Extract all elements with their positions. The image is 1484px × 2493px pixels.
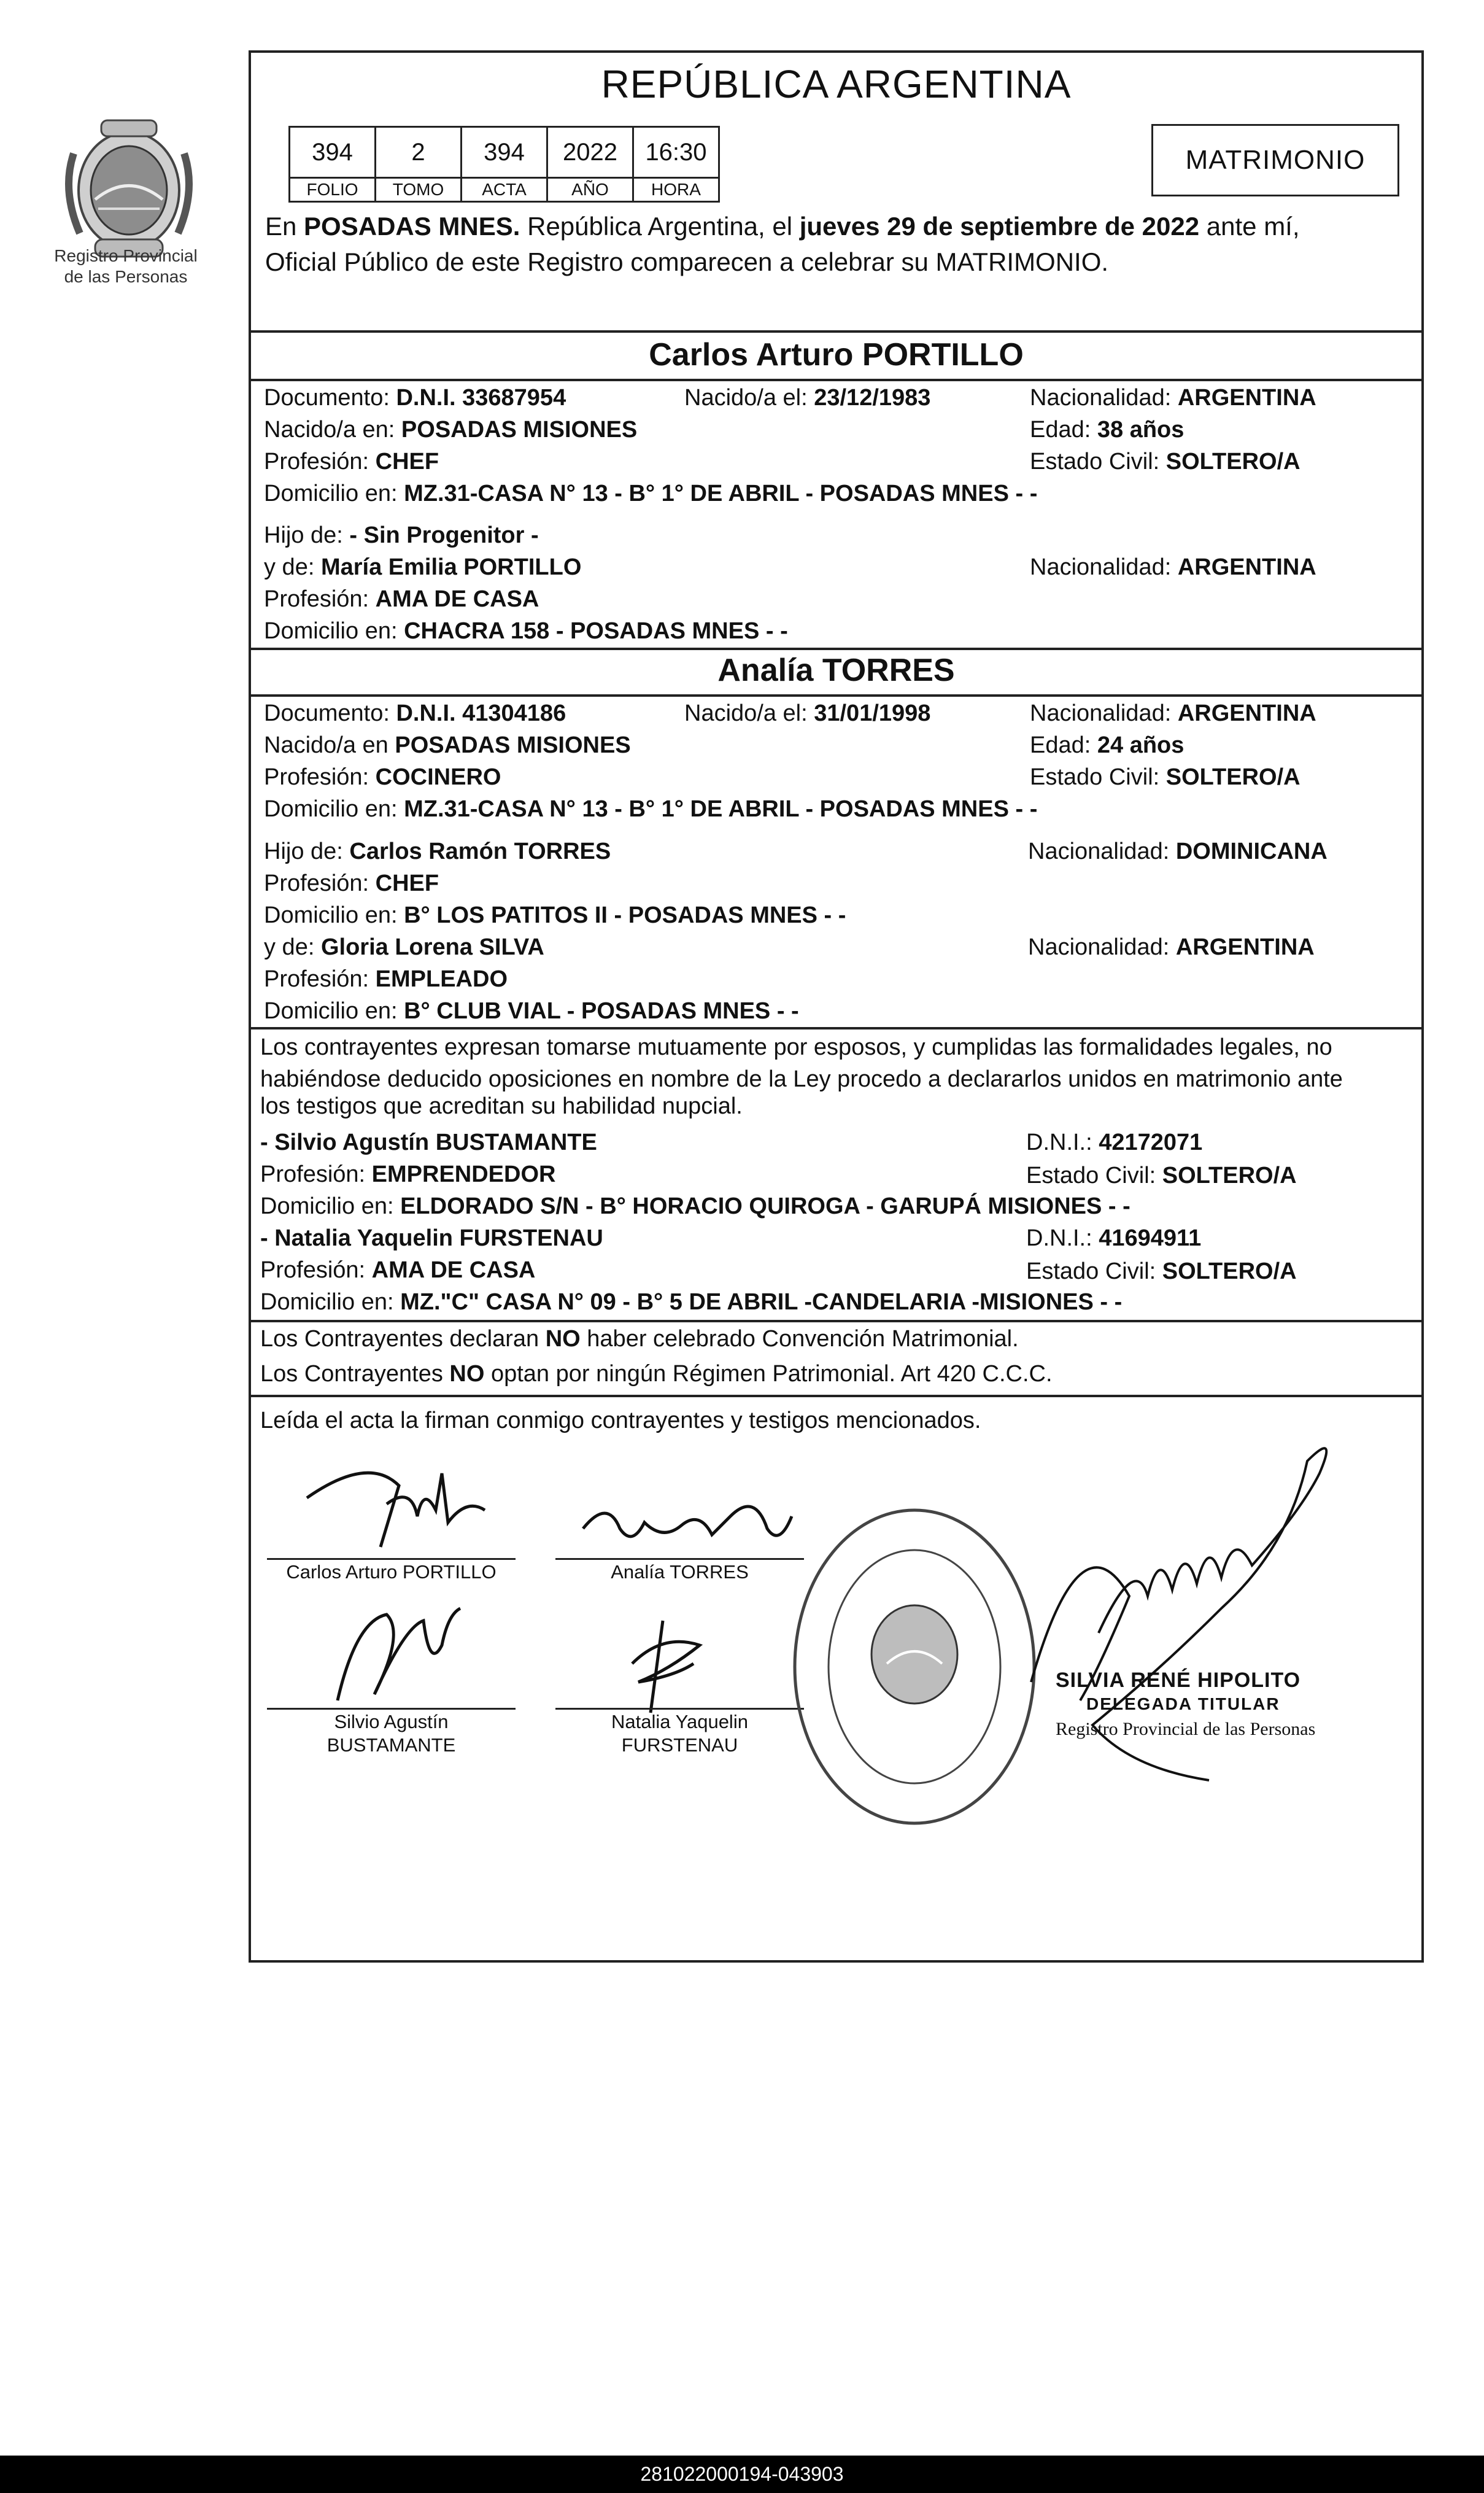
witness1-caption-line1: Silvio Agustín: [334, 1711, 449, 1732]
spouse1-signature-icon: [295, 1449, 503, 1559]
spouse1-birthdate: Nacido/a el: 23/12/1983: [684, 385, 931, 411]
witness1-name: - Silvio Agustín BUSTAMANTE: [260, 1130, 597, 1155]
spouse2-parent2-nationality: Nacionalidad: ARGENTINA: [1028, 934, 1315, 960]
official-signature-icon: [1007, 1436, 1350, 1805]
intro-text-2: República Argentina, el: [520, 212, 800, 241]
year-value: 2022: [547, 127, 633, 178]
spouse2-document: Documento: D.N.I. 41304186: [264, 700, 566, 726]
witness1-address: Domicilio en: ELDORADO S/N - B° HORACIO QUIROGA - GARUPÁ MISIONES - -: [260, 1193, 1130, 1219]
declaration-line-1: Los contrayentes expresan tomarse mutuamente por esposos, y cumplidas las formalidades legales, no: [260, 1034, 1332, 1060]
witness2-dni: D.N.I.: 41694911: [1026, 1225, 1202, 1251]
registry-logo-caption: [25, 246, 227, 287]
intro-paragraph: [265, 209, 1425, 280]
spouse1-name-heading: Carlos Arturo PORTILLO: [649, 337, 1024, 373]
spouse1-profession: Profesión: CHEF: [264, 449, 439, 475]
spouse1-parent2: y de: María Emilia PORTILLO: [264, 554, 582, 580]
divider: [249, 330, 1424, 333]
spouse1-address: Domicilio en: MZ.31-CASA N° 13 - B° 1° DE ABRIL - POSADAS MNES - -: [264, 481, 1038, 506]
time-label: HORA: [633, 178, 719, 202]
signature-line: [555, 1708, 804, 1710]
year-label: AÑO: [547, 178, 633, 202]
witness2-caption-line1: Natalia Yaquelin: [611, 1711, 748, 1732]
declaration-line-2: habiéndose deducido oposiciones en nombre de la Ley procedo a declararlos unidos en matrimonio ante: [260, 1066, 1343, 1092]
spouse1-birthplace: Nacido/a en: POSADAS MISIONES: [264, 417, 638, 443]
spouse2-parent2-address: Domicilio en: B° CLUB VIAL - POSADAS MNES - -: [264, 998, 799, 1024]
witness1-profession: Profesión: EMPRENDEDOR: [260, 1161, 556, 1187]
spouse1-parent2-address: Domicilio en: CHACRA 158 - POSADAS MNES - -: [264, 618, 788, 644]
spouse1-parent1: Hijo de: - Sin Progenitor -: [264, 522, 539, 548]
spouse1-nationality: Nacionalidad: ARGENTINA: [1030, 385, 1316, 411]
witness1-signature-caption: [267, 1710, 516, 1757]
acta-value: 394: [462, 127, 547, 178]
official-organization: Registro Provincial de las Personas: [1056, 1719, 1316, 1739]
spouse2-parent1: Hijo de: Carlos Ramón TORRES: [264, 839, 611, 864]
act-type-box: MATRIMONIO: [1151, 124, 1399, 196]
intro-place: POSADAS MNES.: [304, 212, 520, 241]
witness2-civil-status: Estado Civil: SOLTERO/A: [1026, 1258, 1297, 1284]
spouse2-birthplace: Nacido/a en POSADAS MISIONES: [264, 732, 631, 758]
convention-line-2: Los Contrayentes NO optan por ningún Régimen Patrimonial. Art 420 C.C.C.: [260, 1361, 1053, 1387]
spouse2-profession: Profesión: COCINERO: [264, 764, 501, 790]
intro-line-2: Oficial Público de este Registro comparecen a celebrar su MATRIMONIO.: [265, 247, 1109, 276]
signature-line: [267, 1558, 516, 1560]
spouse2-birthdate: Nacido/a el: 31/01/1998: [684, 700, 931, 726]
spouse2-signature-icon: [571, 1492, 804, 1559]
divider: [249, 1027, 1424, 1029]
declaration-line-3: los testigos que acreditan su habilidad nupcial.: [260, 1093, 743, 1119]
witness2-signature-icon: [614, 1608, 712, 1719]
spouse2-name-heading: Analía TORRES: [717, 653, 955, 688]
spouse2-age: Edad: 24 años: [1030, 732, 1184, 758]
document-title: REPÚBLICA ARGENTINA: [601, 62, 1072, 106]
divider: [249, 648, 1424, 650]
intro-date: jueves 29 de septiembre de 2022: [799, 212, 1200, 241]
intro-text-1: En: [265, 212, 304, 241]
spouse2-parent2: y de: Gloria Lorena SILVA: [264, 934, 544, 960]
spouse1-civil-status: Estado Civil: SOLTERO/A: [1030, 449, 1300, 475]
witness2-profession: Profesión: AMA DE CASA: [260, 1257, 536, 1283]
tomo-value: 2: [376, 127, 462, 178]
witness1-civil-status: Estado Civil: SOLTERO/A: [1026, 1163, 1297, 1188]
spouse1-parent2-profession: Profesión: AMA DE CASA: [264, 586, 539, 612]
folio-label: FOLIO: [290, 178, 376, 202]
spouse1-document: Documento: D.N.I. 33687954: [264, 385, 566, 411]
spouse1-age: Edad: 38 años: [1030, 417, 1184, 443]
signature-line: [267, 1708, 516, 1710]
tomo-label: TOMO: [376, 178, 462, 202]
spouse2-civil-status: Estado Civil: SOLTERO/A: [1030, 764, 1300, 790]
logo-caption-line2: de las Personas: [64, 267, 188, 286]
spouse2-address: Domicilio en: MZ.31-CASA N° 13 - B° 1° DE ABRIL - POSADAS MNES - -: [264, 796, 1038, 822]
witness1-signature-icon: [319, 1596, 466, 1719]
witness1-caption-line2: BUSTAMANTE: [327, 1734, 456, 1756]
folio-value: 394: [290, 127, 376, 178]
document-barcode-number: 281022000194-043903: [0, 2456, 1484, 2493]
official-title: DELEGADA TITULAR: [1086, 1694, 1280, 1713]
time-value: 16:30: [633, 127, 719, 178]
official-name: SILVIA RENÉ HIPOLITO: [1056, 1669, 1301, 1692]
spouse2-parent2-profession: Profesión: EMPLEADO: [264, 966, 508, 992]
witness2-name: - Natalia Yaquelin FURSTENAU: [260, 1225, 603, 1251]
divider: [249, 379, 1424, 381]
divider: [249, 1320, 1424, 1322]
acta-label: ACTA: [462, 178, 547, 202]
closing-statement: Leída el acta la firman conmigo contrayentes y testigos mencionados.: [260, 1408, 981, 1433]
divider: [249, 694, 1424, 697]
spouse2-signature-caption: Analía TORRES: [611, 1561, 749, 1583]
official-stamp-seal: [786, 1498, 1043, 1842]
spouse2-parent1-address: Domicilio en: B° LOS PATITOS II - POSADAS MNES - -: [264, 902, 846, 928]
witness2-caption-line2: FURSTENAU: [621, 1734, 738, 1756]
logo-caption-line1: Registro Provincial: [54, 246, 198, 265]
divider: [249, 1395, 1424, 1397]
witness2-signature-caption: [555, 1710, 804, 1757]
convention-line-1: Los Contrayentes declaran NO haber celebrado Convención Matrimonial.: [260, 1326, 1019, 1352]
spouse2-parent1-profession: Profesión: CHEF: [264, 870, 439, 896]
witness1-dni: D.N.I.: 42172071: [1026, 1130, 1203, 1155]
spouse2-nationality: Nacionalidad: ARGENTINA: [1030, 700, 1316, 726]
intro-text-3: ante mí,: [1199, 212, 1300, 241]
spouse2-parent1-nationality: Nacionalidad: DOMINICANA: [1028, 839, 1327, 864]
spouse1-parent2-nationality: Nacionalidad: ARGENTINA: [1030, 554, 1316, 580]
signature-line: [555, 1558, 804, 1560]
spouse1-signature-caption: Carlos Arturo PORTILLO: [286, 1561, 497, 1583]
witness2-address: Domicilio en: MZ."C" CASA N° 09 - B° 5 DE ABRIL -CANDELARIA -MISIONES - -: [260, 1289, 1123, 1315]
registration-table: [288, 126, 720, 203]
